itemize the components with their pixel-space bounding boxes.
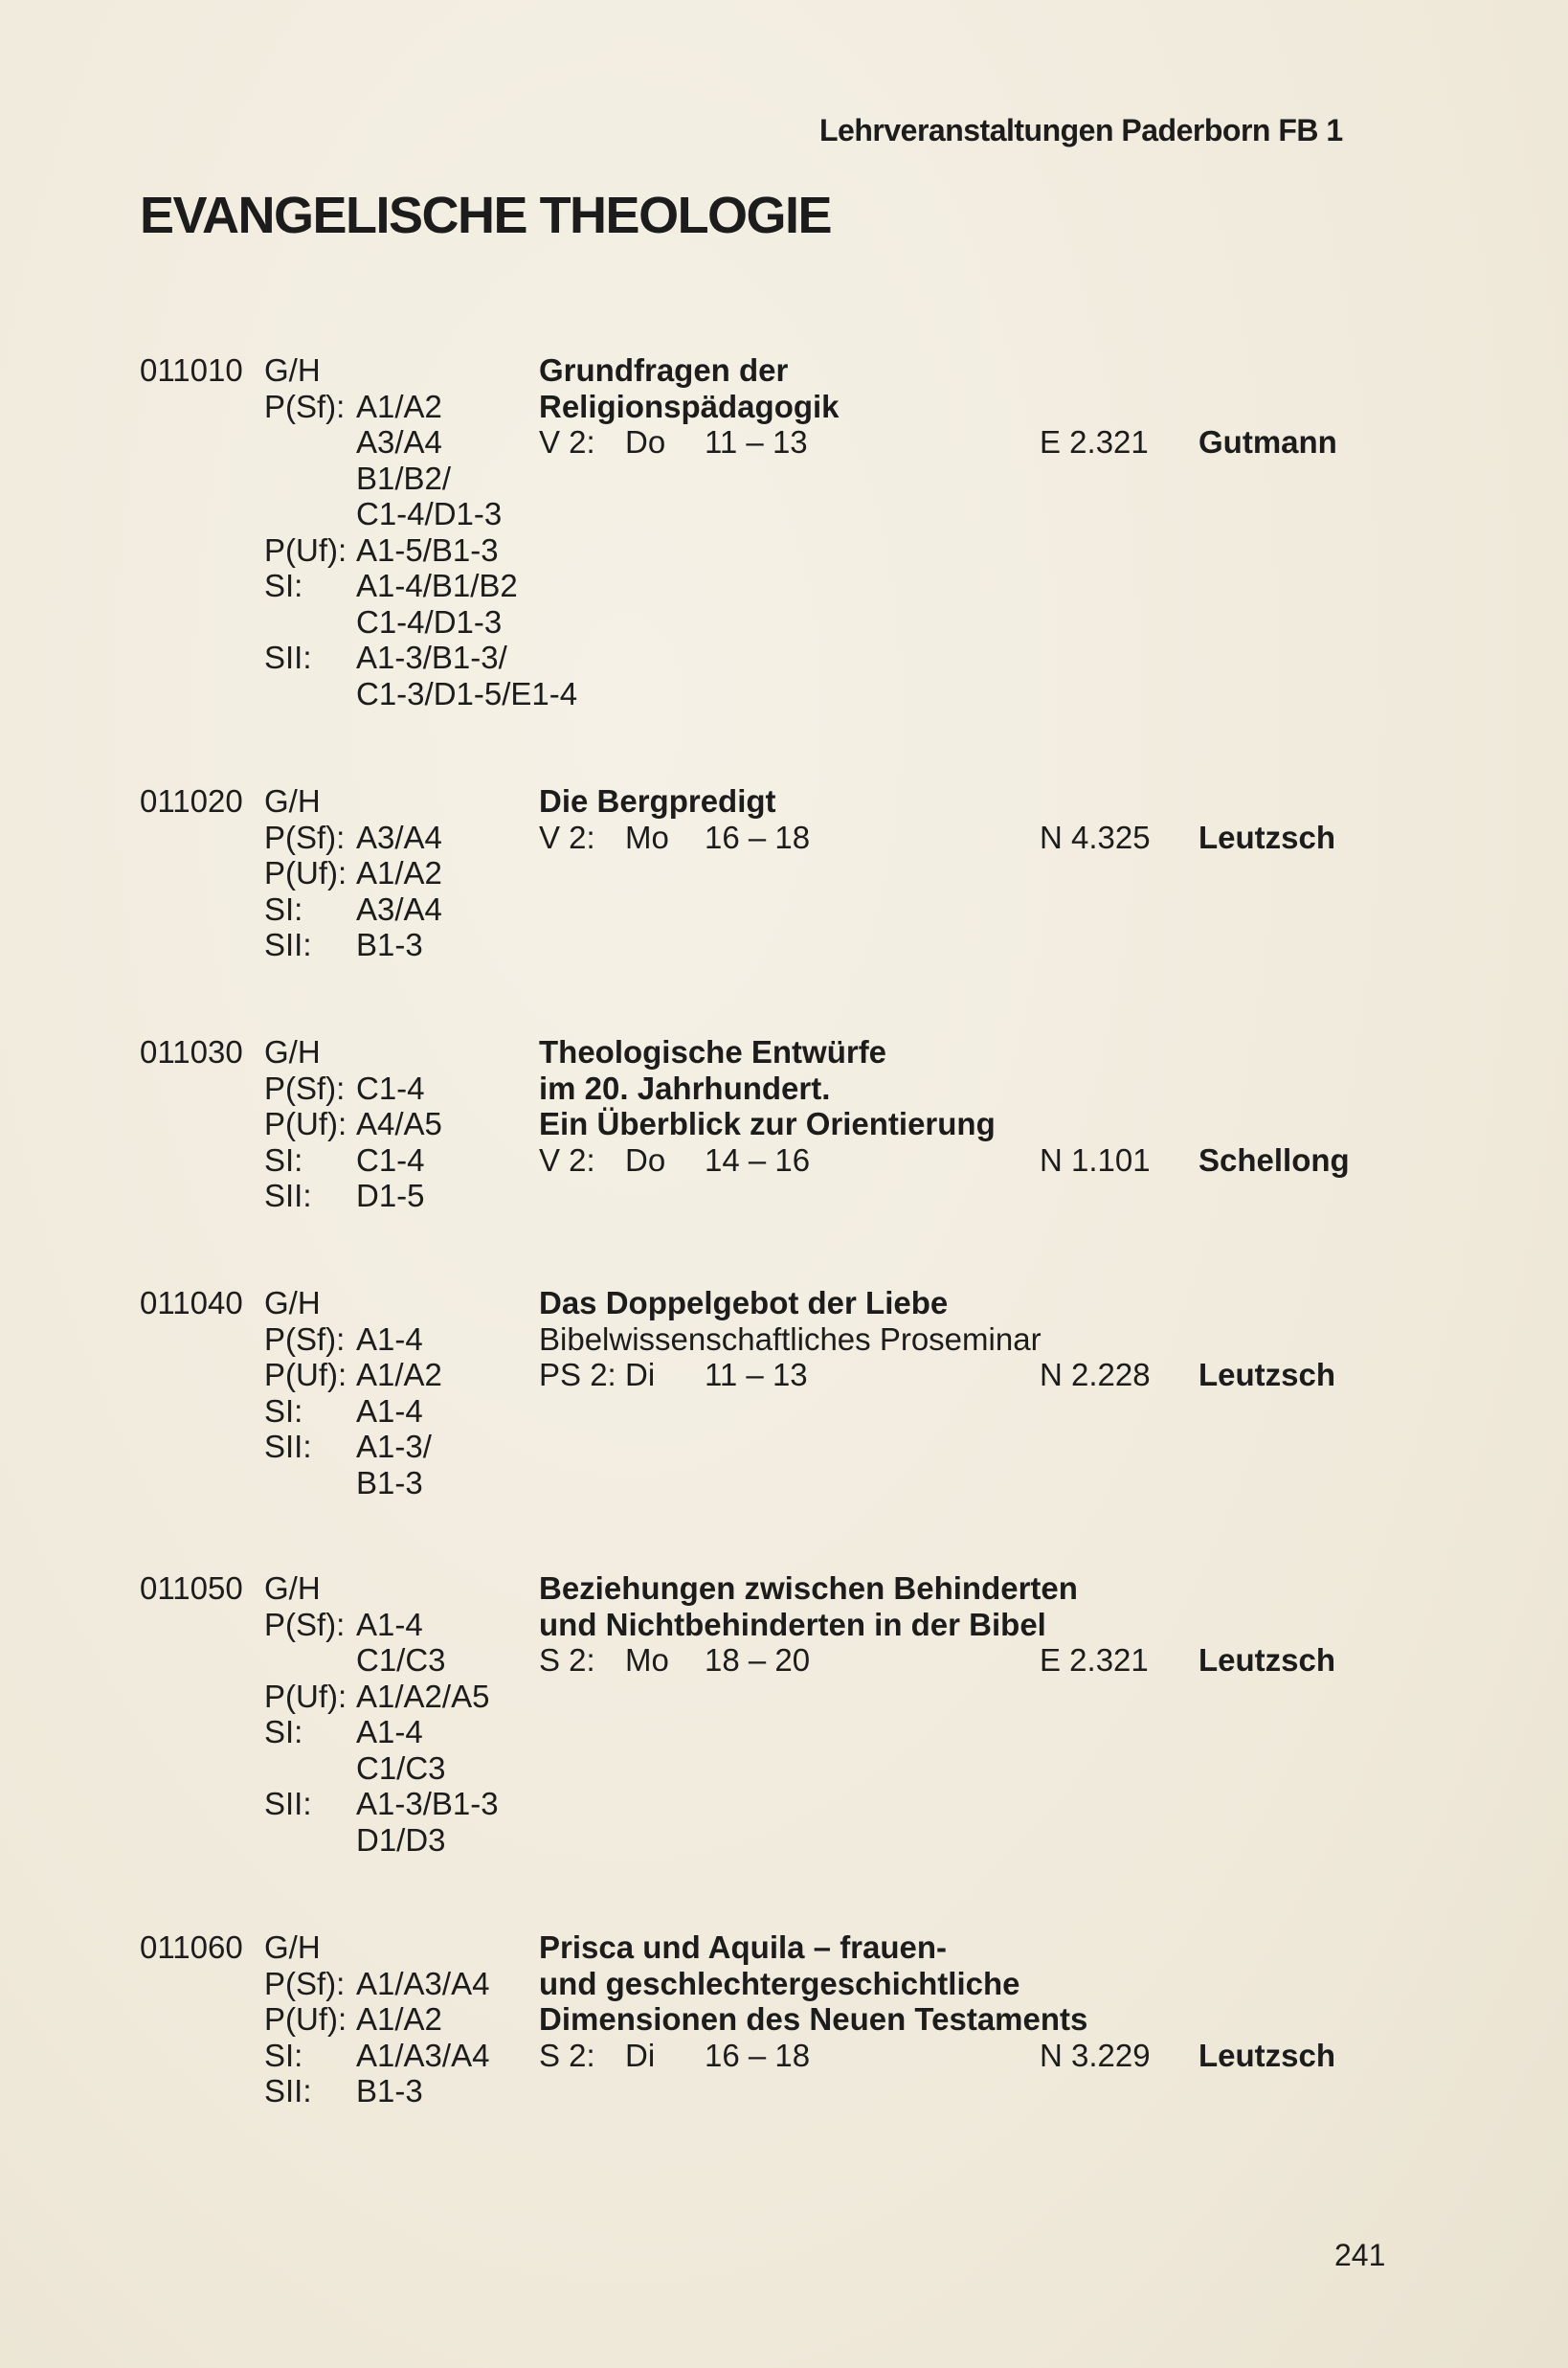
course-type: S 2:: [539, 2037, 595, 2073]
requirement-label: SII:: [264, 927, 312, 962]
requirement-value: C1-4/D1-3: [356, 603, 503, 640]
requirement-value: A1-3/B1-3/: [356, 640, 507, 675]
requirement-value: A1-5/B1-3: [356, 531, 499, 568]
requirement-value: C1-4: [356, 1070, 425, 1106]
requirement-value: B1-3: [356, 927, 423, 962]
course-title-line: und Nichtbehinderten in der Bibel: [539, 1606, 1046, 1642]
course-time: 18 – 20: [705, 1642, 811, 1678]
course-room: E 2.321: [1040, 1642, 1149, 1678]
requirement-label: SII:: [264, 2073, 312, 2109]
requirement-value: A3/A4: [356, 424, 442, 460]
course-number: 011040: [140, 1285, 243, 1320]
course-number: 011020: [140, 783, 243, 819]
course-time: 11 – 13: [705, 424, 808, 460]
course-type: PS 2:: [539, 1357, 616, 1392]
course-time: 11 – 13: [705, 1357, 808, 1392]
course-schedule: [539, 1142, 996, 1179]
course-lecturer: Leutzsch: [1198, 1357, 1336, 1392]
course-description: [539, 1570, 1078, 1679]
requirement-label: SI:: [264, 2037, 303, 2073]
course-level: G/H: [264, 352, 321, 388]
course-number: 011060: [140, 1929, 243, 1965]
requirement-value: A1/A2: [356, 388, 442, 424]
course-title-line: Ein Überblick zur Orientierung: [539, 1106, 996, 1141]
course-room: N 2.228: [1040, 1357, 1151, 1392]
requirement-label: P(Uf):: [264, 2001, 347, 2037]
course-time: 16 – 18: [705, 819, 811, 855]
requirement-label: SI:: [264, 891, 303, 927]
course-title-line: Die Bergpredigt: [539, 783, 776, 819]
requirement-value: B1/B2/: [356, 460, 452, 496]
course-title-line: und geschlechtergeschichtliche: [539, 1965, 1020, 2001]
requirement-value: A1/A2: [356, 1357, 442, 1392]
course-room: N 1.101: [1040, 1141, 1151, 1178]
requirement-value: C1/C3: [356, 1749, 446, 1786]
requirement-value: C1-4/D1-3: [356, 496, 503, 531]
requirement-value: D1-5: [356, 1178, 425, 1213]
requirement-label: SI:: [264, 568, 303, 603]
course-title-line: Religionspädagogik: [539, 388, 840, 424]
course-day: Mo: [625, 819, 669, 855]
requirement-value: A1/A3/A4: [356, 2037, 490, 2073]
requirement-label: P(Uf):: [264, 1106, 347, 1141]
requirement-value: A4/A5: [356, 1106, 442, 1141]
course-number: 011010: [140, 352, 243, 388]
course-description: [539, 1034, 996, 1178]
requirement-label: P(Uf):: [264, 855, 347, 891]
course-time: 16 – 18: [705, 2037, 811, 2073]
requirement-label: P(Sf):: [264, 1070, 346, 1106]
course-time: 14 – 16: [705, 1141, 811, 1178]
course-description: [539, 352, 840, 461]
course-lecturer: Leutzsch: [1198, 819, 1336, 855]
course-title-line: Beziehungen zwischen Behinderten: [539, 1570, 1078, 1606]
requirement-value: C1-3/D1-5/E1-4: [356, 675, 578, 711]
course-schedule: [539, 1642, 1078, 1679]
requirement-label: P(Sf):: [264, 1965, 346, 2001]
course-description: [539, 1285, 1042, 1393]
running-header: Lehrveranstaltungen Paderborn FB 1: [819, 113, 1343, 147]
requirement-value: D1/D3: [356, 1821, 446, 1858]
course-day: Do: [625, 1141, 666, 1178]
requirement-value: A1-4: [356, 1320, 423, 1357]
course-type: V 2:: [539, 424, 595, 460]
course-description: [539, 783, 811, 855]
course-day: Di: [625, 1357, 656, 1392]
requirement-label: SI:: [264, 1392, 303, 1429]
requirement-value: A3/A4: [356, 819, 442, 855]
page-number: 241: [1334, 2238, 1386, 2272]
requirement-value: A1-4: [356, 1606, 423, 1642]
requirement-value: C1/C3: [356, 1642, 446, 1678]
course-level: G/H: [264, 1034, 321, 1070]
requirement-value: A1-4: [356, 1714, 423, 1749]
requirement-label: P(Uf):: [264, 1678, 347, 1714]
requirement-value: A1-3/: [356, 1429, 432, 1464]
course-title-line: Dimensionen des Neuen Testaments: [539, 2001, 1088, 2037]
course-number: 011050: [140, 1570, 243, 1606]
course-schedule: [539, 1357, 1042, 1393]
course-schedule: [539, 2038, 1087, 2074]
course-title-line: im 20. Jahrhundert.: [539, 1070, 831, 1106]
course-schedule: [539, 424, 840, 461]
course-lecturer: Leutzsch: [1198, 2037, 1336, 2073]
requirement-label: P(Sf):: [264, 819, 346, 855]
course-title-line: Das Doppelgebot der Liebe: [539, 1285, 949, 1320]
requirement-value: A1/A2: [356, 2001, 442, 2037]
requirement-value: A1-3/B1-3: [356, 1786, 499, 1821]
course-number: 011030: [140, 1034, 243, 1070]
requirement-value: A1/A2: [356, 855, 442, 891]
requirement-label: P(Sf):: [264, 388, 346, 424]
requirement-label: SI:: [264, 1141, 303, 1178]
page-title: EVANGELISCHE THEOLOGIE: [140, 187, 832, 244]
course-level: G/H: [264, 1570, 321, 1606]
requirement-label: P(Sf):: [264, 1320, 346, 1357]
course-type: S 2:: [539, 1642, 595, 1678]
requirement-label: SII:: [264, 1429, 312, 1464]
course-subtitle-line: Bibelwissenschaftliches Proseminar: [539, 1320, 1042, 1357]
requirement-label: SII:: [264, 640, 312, 675]
requirement-label: SII:: [264, 1786, 312, 1821]
course-lecturer: Gutmann: [1198, 424, 1337, 460]
course-day: Di: [625, 2037, 656, 2073]
course-room: N 3.229: [1040, 2037, 1151, 2073]
requirement-label: P(Sf):: [264, 1606, 346, 1642]
course-type: V 2:: [539, 819, 595, 855]
course-title-line: Theologische Entwürfe: [539, 1034, 887, 1070]
requirement-value: A1/A3/A4: [356, 1965, 490, 2001]
requirement-value: B1-3: [356, 1464, 423, 1500]
course-level: G/H: [264, 1929, 321, 1965]
course-title-line: Grundfragen der: [539, 352, 789, 388]
requirement-label: SII:: [264, 1178, 312, 1213]
course-day: Do: [625, 424, 666, 460]
course-type: V 2:: [539, 1141, 595, 1178]
course-description: [539, 1929, 1087, 2073]
course-lecturer: Leutzsch: [1198, 1642, 1336, 1678]
requirement-value: A3/A4: [356, 891, 442, 927]
requirement-label: P(Uf):: [264, 1357, 347, 1392]
requirement-value: A1-4/B1/B2: [356, 568, 518, 603]
course-room: E 2.321: [1040, 424, 1149, 460]
requirement-label: P(Uf):: [264, 531, 347, 568]
course-title-line: Prisca und Aquila – frauen-: [539, 1929, 948, 1965]
course-room: N 4.325: [1040, 819, 1151, 855]
requirement-value: A1-4: [356, 1392, 423, 1429]
requirement-value: C1-4: [356, 1141, 425, 1178]
requirement-value: B1-3: [356, 2073, 423, 2109]
course-lecturer: Schellong: [1198, 1141, 1350, 1178]
course-schedule: [539, 819, 811, 856]
course-level: G/H: [264, 1285, 321, 1320]
requirement-label: SI:: [264, 1714, 303, 1749]
course-day: Mo: [625, 1642, 669, 1678]
course-level: G/H: [264, 783, 321, 819]
requirement-value: A1/A2/A5: [356, 1678, 490, 1714]
